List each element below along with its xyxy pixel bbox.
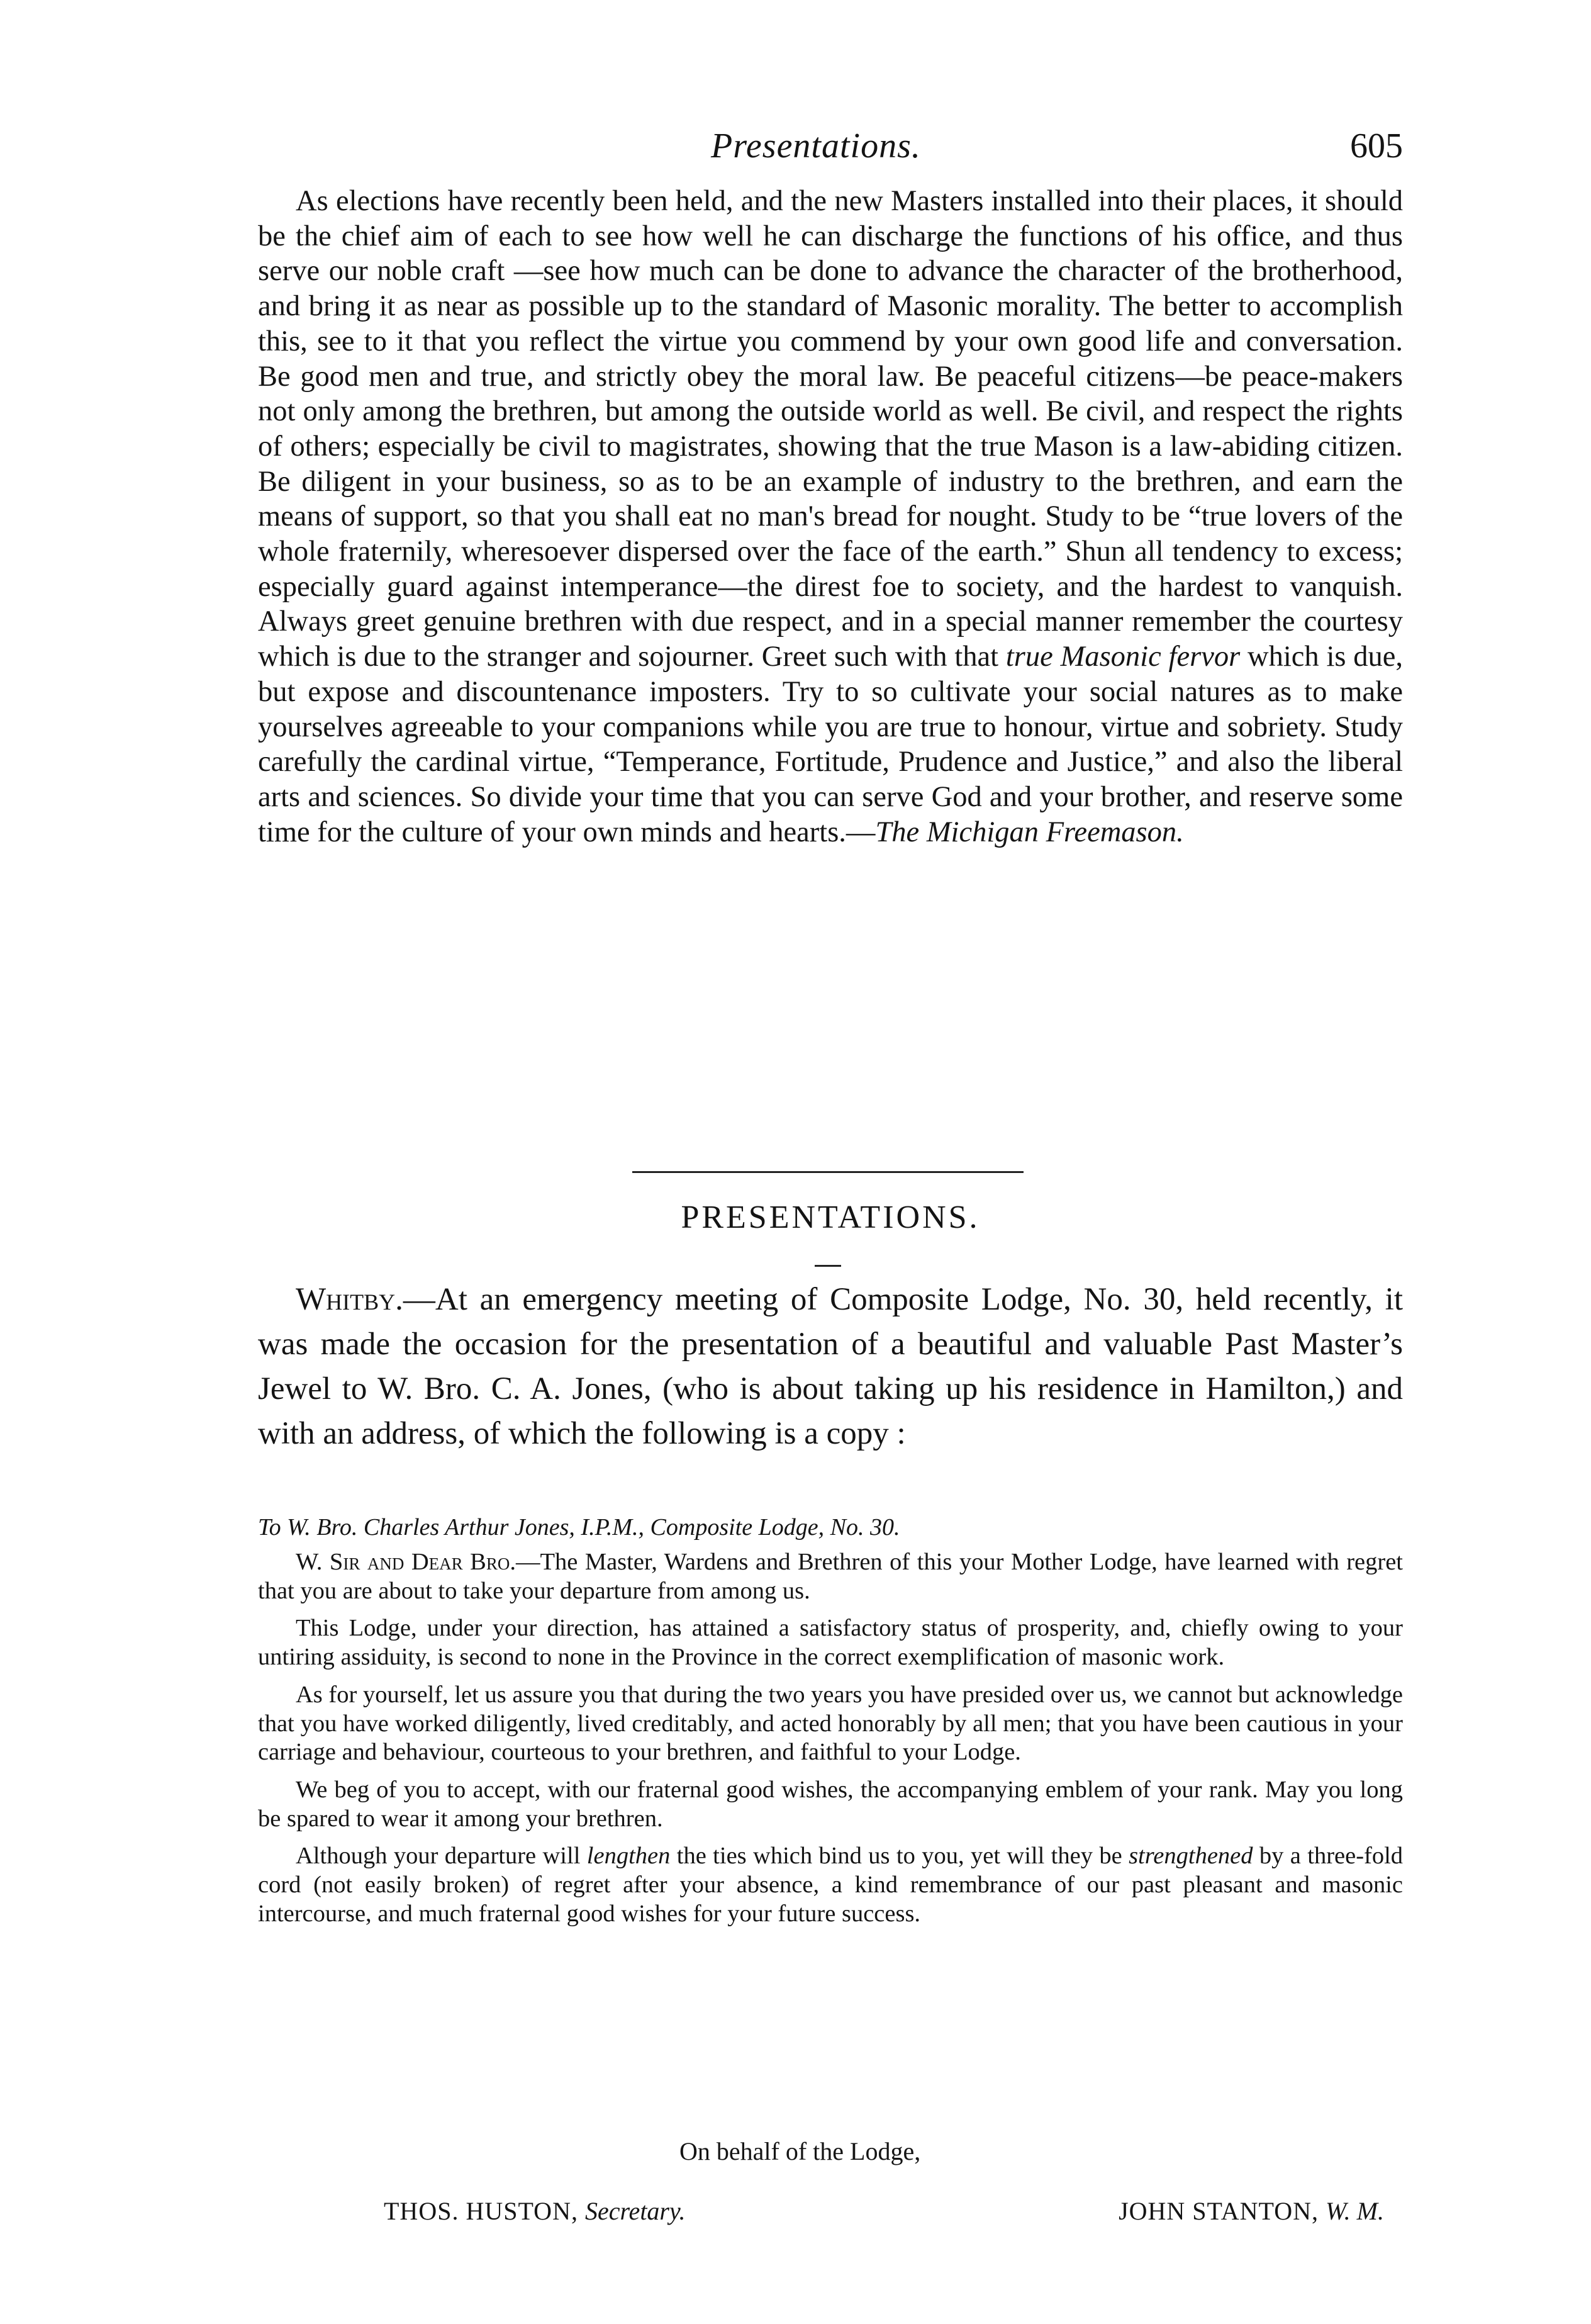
letter-text: —The Master, Wardens and Brethren of this your Mother Lodge, have learned with regret that you are about to take your departure from among us. <box>258 1549 1403 1604</box>
section-heading: PRESENTATIONS. <box>681 1199 980 1235</box>
secretary-title: Secretary. <box>584 2197 686 2225</box>
essay-paragraph <box>258 184 1403 1140</box>
essay-italic-phrase: true Masonic fervor <box>1005 641 1241 673</box>
intro-paragraph <box>258 1277 1403 1491</box>
letter-text: Although your departure will <box>296 1843 581 1870</box>
page-number: 605 <box>1350 126 1403 166</box>
secretary-signature <box>384 2196 686 2226</box>
section-divider <box>632 1171 1024 1173</box>
letter-paragraph: This Lodge, under your direction, has attained a satisfactory status of prosperity, and, chiefly owing to your untiring assiduity, is second to none in the Province in the correct exemplification of masonic work. <box>258 1615 1403 1671</box>
signatures <box>258 2196 1403 2234</box>
letter-emphasis: strengthened <box>1129 1843 1253 1870</box>
running-title: Presentations. <box>711 126 921 166</box>
secretary-name: THOS. HUSTON, <box>384 2197 578 2225</box>
letter-paragraph: We beg of you to accept, with our fraternal good wishes, the accompanying emblem of your rank. May you long be spared to wear it among your brethren. <box>258 1776 1403 1832</box>
letter-paragraph <box>258 1842 1403 1928</box>
page-header <box>258 126 1403 176</box>
letter-text: by a three-fold cord (not easily broken) of regret after your absence, a kind remembrance of our past pleasant and masonic intercourse, and much fraternal good wishes for your future success. <box>258 1843 1404 1927</box>
letter-opening: W. Sir and Dear Bro. <box>296 1549 516 1575</box>
letter-text: the ties which bind us to you, yet will they be <box>676 1843 1122 1870</box>
essay-source: The Michigan Freemason. <box>875 816 1184 848</box>
essay-text-continued: which is due, but expose and discountenance imposters. Try to so cultivate your social natures as to make yourselves agreeable to your companions while you are true to honour, virtue and sobriety. Study carefully the cardinal virtue, “Temperance, Fortitude, Prudence and Justice,” and also the liberal arts and sciences. So divide your time that you can serve God and your brother, and reserve some time for the culture of your own minds and hearts.— <box>258 641 1404 848</box>
intro-text: —At an emergency meeting of Composite Lodge, No. 30, held recently, it was made the occasion for the presentation of a beautiful and valuable Past Master’s Jewel to W. Bro. C. A. Jones, (who is about taking up his residence in Hamilton,) and with an address, of which the following is a copy : <box>258 1282 1403 1451</box>
master-title: W. M. <box>1326 2197 1384 2225</box>
letter-paragraph <box>258 1548 1403 1605</box>
master-name: JOHN STANTON, <box>1119 2197 1319 2225</box>
essay-text: As elections have recently been held, and the new Masters installed into their places, it should be the chief aim of each to see how well he can discharge the functions of his office, and thus serve our noble craft —see how much can be done to advance the character of the brotherhood, and bring it as near as possible up to the standard of Masonic morality. The better to accomplish this, see to it that you reflect the virtue you commend by your own good life and conversation. Be good men and true, and strictly obey the moral law. Be peaceful citizens—be peace-makers not only among the brethren, but among the outside world as well. Be civil, and respect the rights of others; especially be civil to magistrates, showing that the true Mason is a law-abiding citizen. Be diligent in your business, so as to be an example of industry to the brethren, and earn the means of support, so that you shall eat no man's bread for nought. Study to be “true lovers of the whole fraternily, wheresoever dispersed over the face of the earth.” Shun all tendency to excess; especially guard against intemperance—the direst foe to society, and the hardest to vanquish. Always greet genuine brethren with due respect, and in a special manner remember the courtesy which is due to the stranger and sojourner. Greet such with that <box>258 185 1403 673</box>
letter-salutation: To W. Bro. Charles Arthur Jones, I.P.M., Composite Lodge, No. 30. <box>258 1514 900 1541</box>
intro-place: Whitby. <box>296 1282 403 1317</box>
master-signature <box>1119 2196 1384 2226</box>
letter-body <box>258 1548 1403 2127</box>
letter-signoff: On behalf of the Lodge, <box>679 2137 921 2165</box>
letter-emphasis: lengthen <box>586 1843 671 1870</box>
heading-underline <box>815 1265 841 1267</box>
letter-paragraph: As for yourself, let us assure you that during the two years you have presided over us, we cannot but acknowledge that you have worked diligently, lived creditably, and acted honorably by all men; that you have been cautious in your carriage and behaviour, courteous to your brethren, and faithful to your Lodge. <box>258 1681 1403 1766</box>
